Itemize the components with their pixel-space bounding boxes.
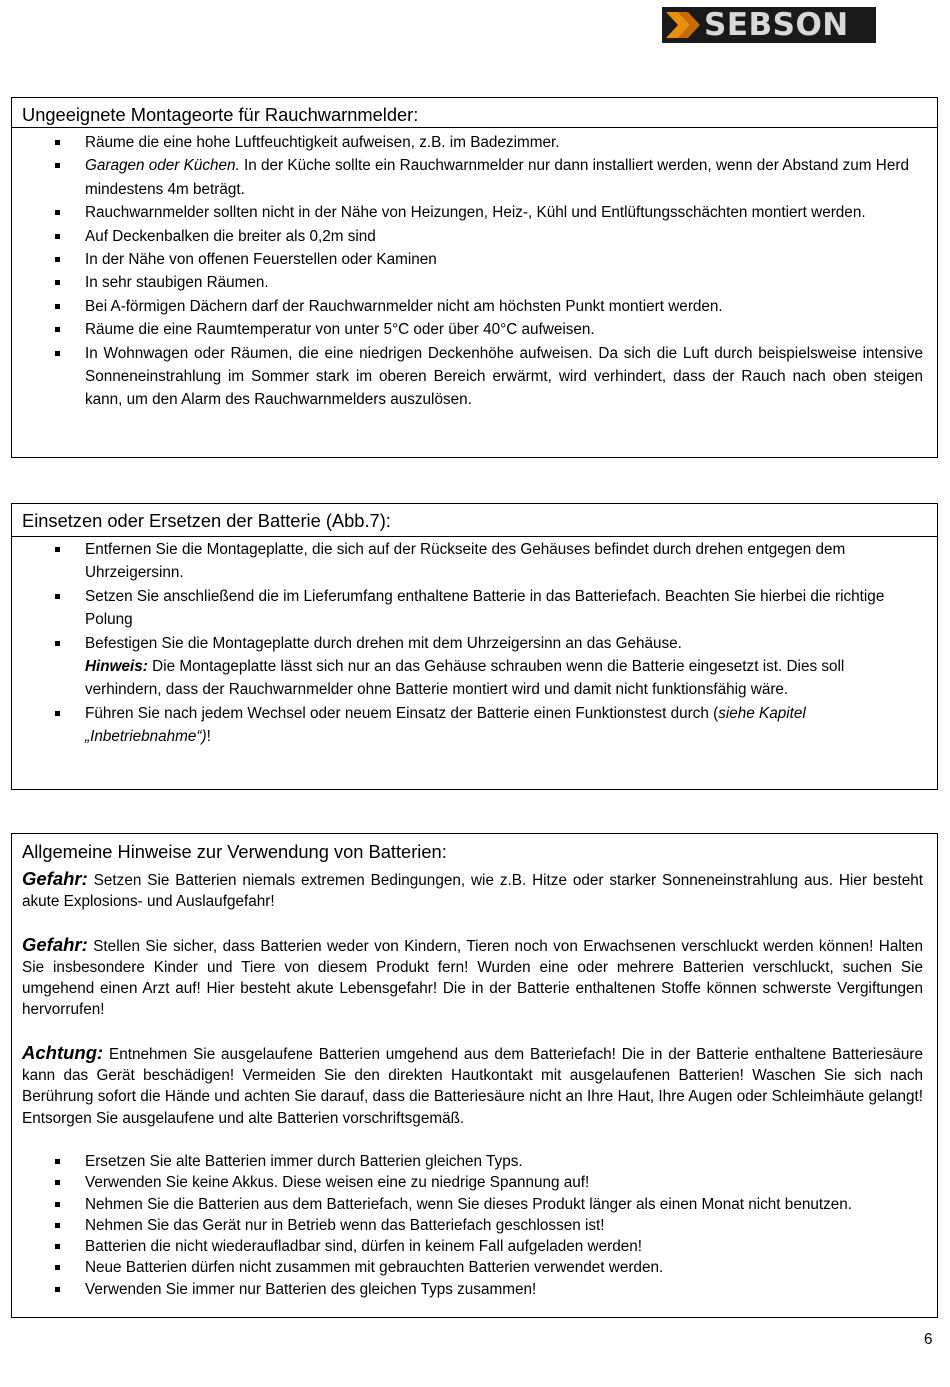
section-body: [12, 128, 937, 412]
caution-paragraph: Achtung: Entnehmen Sie ausgelaufene Batterien umgehend aus dem Batteriefach! Die in der Batterie enthaltene Batteriesäure kann das Gerät beschädigen! Vermeiden Sie den direkten Hautkontakt mit ausgelaufenen Batterien! Waschen Sie sich nach Berührung sofort die Hände und achten Sie darauf, dass die Batteriesäure nicht an Ihre Haut, Ihre Augen oder Schleimhäute gelangt! Entsorgen Sie ausgelaufene und alte Batterien vorschriftsgemäß.: [22, 1041, 923, 1127]
section-body: [12, 537, 937, 749]
battery-steps-list: [22, 538, 923, 749]
list-item: Verwenden Sie keine Akkus. Diese weisen eine zu niedrige Spannung auf!: [22, 1172, 923, 1193]
section-body: [12, 868, 937, 1300]
list-item: Verwenden Sie immer nur Batterien des gleichen Typs zusammen!: [22, 1279, 923, 1300]
list-item: Räume die eine hohe Luftfeuchtigkeit aufweisen, z.B. im Badezimmer.: [22, 131, 923, 154]
logo-text: SEBSON: [704, 7, 849, 43]
list-item: In Wohnwagen oder Räumen, die eine niedrigen Deckenhöhe aufweisen. Da sich die Luft durch beispielsweise intensive Sonneneinstrahlung im Sommer stark im oberen Bereich erwärmt, wird verhindert, dass der Rauch nach oben steigen kann, um den Alarm des Rauchwarnmelders auszulösen.: [22, 342, 923, 412]
list-item: Neue Batterien dürfen nicht zusammen mit gebrauchten Batterien verwendet werden.: [22, 1257, 923, 1278]
section-title: Ungeeignete Montageorte für Rauchwarnmelder:: [12, 98, 937, 128]
list-item: Rauchwarnmelder sollten nicht in der Nähe von Heizungen, Heiz-, Kühl und Entlüftungsschächten montiert werden.: [22, 201, 923, 224]
list-item: Befestigen Sie die Montageplatte durch drehen mit dem Uhrzeigersinn an das Gehäuse. Hinweis: Die Montageplatte lässt sich nur an das Gehäuse schrauben wenn die Batterie eingesetzt ist. Dies soll verhindern, dass der Rauchwarnmelder ohne Batterie montiert wird und damit nicht funktionsfähig wäre.: [22, 632, 923, 702]
page-number: 6: [924, 1331, 933, 1348]
danger-label: Gefahr:: [22, 868, 88, 889]
unsuitable-locations-list: [22, 131, 923, 412]
list-item: Batterien die nicht wiederaufladbar sind, dürfen in keinem Fall aufgeladen werden!: [22, 1236, 923, 1257]
chevron-logo-icon: [664, 10, 704, 40]
list-item: Entfernen Sie die Montageplatte, die sich auf der Rückseite des Gehäuses befindet durch drehen entgegen dem Uhrzeigersinn.: [22, 538, 923, 585]
list-item: In sehr staubigen Räumen.: [22, 271, 923, 294]
list-item: Auf Deckenbalken die breiter als 0,2m sind: [22, 225, 923, 248]
unsuitable-locations-box: [11, 97, 938, 458]
caution-label: Achtung:: [22, 1041, 104, 1063]
hint-label: Hinweis:: [85, 658, 148, 676]
list-item: Nehmen Sie das Gerät nur in Betrieb wenn das Batteriefach geschlossen ist!: [22, 1215, 923, 1236]
section-title: Einsetzen oder Ersetzen der Batterie (Abb.7):: [12, 504, 937, 537]
list-item: Setzen Sie anschließend die im Lieferumfang enthaltene Batterie in das Batteriefach. Beachten Sie hierbei die richtige Polung: [22, 585, 923, 632]
battery-replacement-box: [11, 503, 938, 790]
list-item: In der Nähe von offenen Feuerstellen oder Kaminen: [22, 248, 923, 271]
battery-rules-list: [22, 1151, 923, 1300]
list-item: Garagen oder Küchen. In der Küche sollte ein Rauchwarnmelder nur dann installiert werden, wenn der Abstand zum Herd mindestens 4m beträgt.: [22, 154, 923, 201]
danger-label: Gefahr:: [22, 933, 88, 955]
battery-notes-box: [11, 833, 938, 1318]
section-title: Allgemeine Hinweise zur Verwendung von Batterien:: [22, 841, 447, 862]
list-item: Ersetzen Sie alte Batterien immer durch Batterien gleichen Typs.: [22, 1151, 923, 1172]
sebson-logo: [662, 7, 876, 43]
list-item: Bei A-förmigen Dächern darf der Rauchwarnmelder nicht am höchsten Punkt montiert werden.: [22, 295, 923, 318]
list-item: Führen Sie nach jedem Wechsel oder neuem Einsatz der Batterie einen Funktionstest durch (siehe Kapitel „Inbetriebnahme“)!: [22, 702, 923, 749]
danger-paragraph: Gefahr: Setzen Sie Batterien niemals extremen Bedingungen, wie z.B. Hitze oder starker Sonneneinstrahlung aus. Hier besteht akute Explosions- und Auslaufgefahr!: [22, 868, 923, 911]
list-item: Räume die eine Raumtemperatur von unter 5°C oder über 40°C aufweisen.: [22, 318, 923, 341]
list-item: Nehmen Sie die Batterien aus dem Batteriefach, wenn Sie dieses Produkt länger als einen Monat nicht benutzen.: [22, 1194, 923, 1215]
danger-paragraph: Gefahr: Stellen Sie sicher, dass Batterien weder von Kindern, Tieren noch von Erwachsenen verschluckt werden können! Halten Sie insbesondere Kinder und Tiere von diesem Produkt fern! Wurden eine oder mehrere Batterien verschluckt, suchen Sie umgehend einen Arzt auf! Hier besteht akute Lebensgefahr! Die in der Batterie enthaltenen Stoffe können schwerste Vergiftungen hervorrufen!: [22, 933, 923, 1019]
